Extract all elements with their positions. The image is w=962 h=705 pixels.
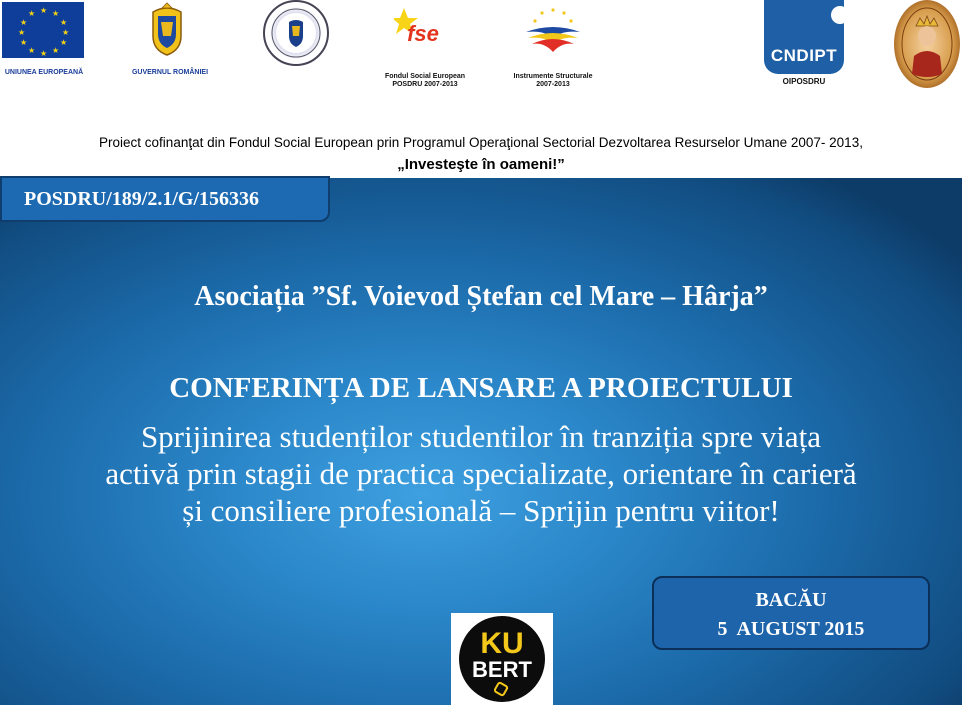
fse-caption-line1: Fondul Social European [384,73,466,80]
cndipt-caption: OIPOSDRU [782,77,826,86]
motto-text: „Investeşte în oameni!” [397,156,565,173]
event-location-date-box [652,576,930,650]
gov-caption: GUVERNUL ROMÂNIEI [131,69,209,76]
project-title-line2: activă prin stagii de practica specializate, orientare în carieră [105,456,857,491]
header-logos-bar [0,0,962,178]
kubert-logo [451,613,553,705]
romania-coat-of-arms-icon [149,2,185,56]
fse-logo [394,6,442,62]
ministry-seal-logo [263,0,329,66]
kubert-logo-top: KU [480,627,524,660]
instr-caption-line1: Instrumente Structurale [513,73,593,80]
cndipt-dot-icon [831,6,849,24]
conference-title: CONFERINȚA DE LANSARE A PROIECTULUI [169,372,793,404]
cndipt-logo [764,0,844,74]
eu-caption: UNIUNEA EUROPEANĂ [4,69,84,76]
cofinance-text: Proiect cofinanţat din Fondul Social European prin Programul Operaţional Sectorial Dezvoltarea Resurselor Umane 2007- 2013, [99,135,863,150]
project-title-line3: și consiliere profesională – Sprijin pentru viitor! [182,493,780,528]
association-title: Asociația ”Sf. Voievod Ștefan cel Mare – Hârja” [194,281,768,312]
fse-logo-text: fse [407,21,439,46]
fse-caption-line2: POSDRU 2007-2013 [392,81,458,88]
event-city: BACĂU [755,589,827,611]
project-code-label: POSDRU/189/2.1/G/156336 [0,176,330,222]
instr-caption-line2: 2007-2013 [536,81,570,88]
eu-flag-logo: ★ ★ ★ ★ ★ ★ ★ ★ ★ ★ ★ ★ [2,2,84,58]
cndipt-logo-text: CNDIPT [770,46,838,65]
event-date: 5 AUGUST 2015 [717,618,865,640]
kubert-logo-bottom: BERT [472,657,532,682]
structural-instruments-logo [522,0,584,62]
stefan-cel-mare-icon [894,0,960,88]
project-title-line1: Sprijinirea studenților studentilor în tranziția spre viața [140,419,822,454]
